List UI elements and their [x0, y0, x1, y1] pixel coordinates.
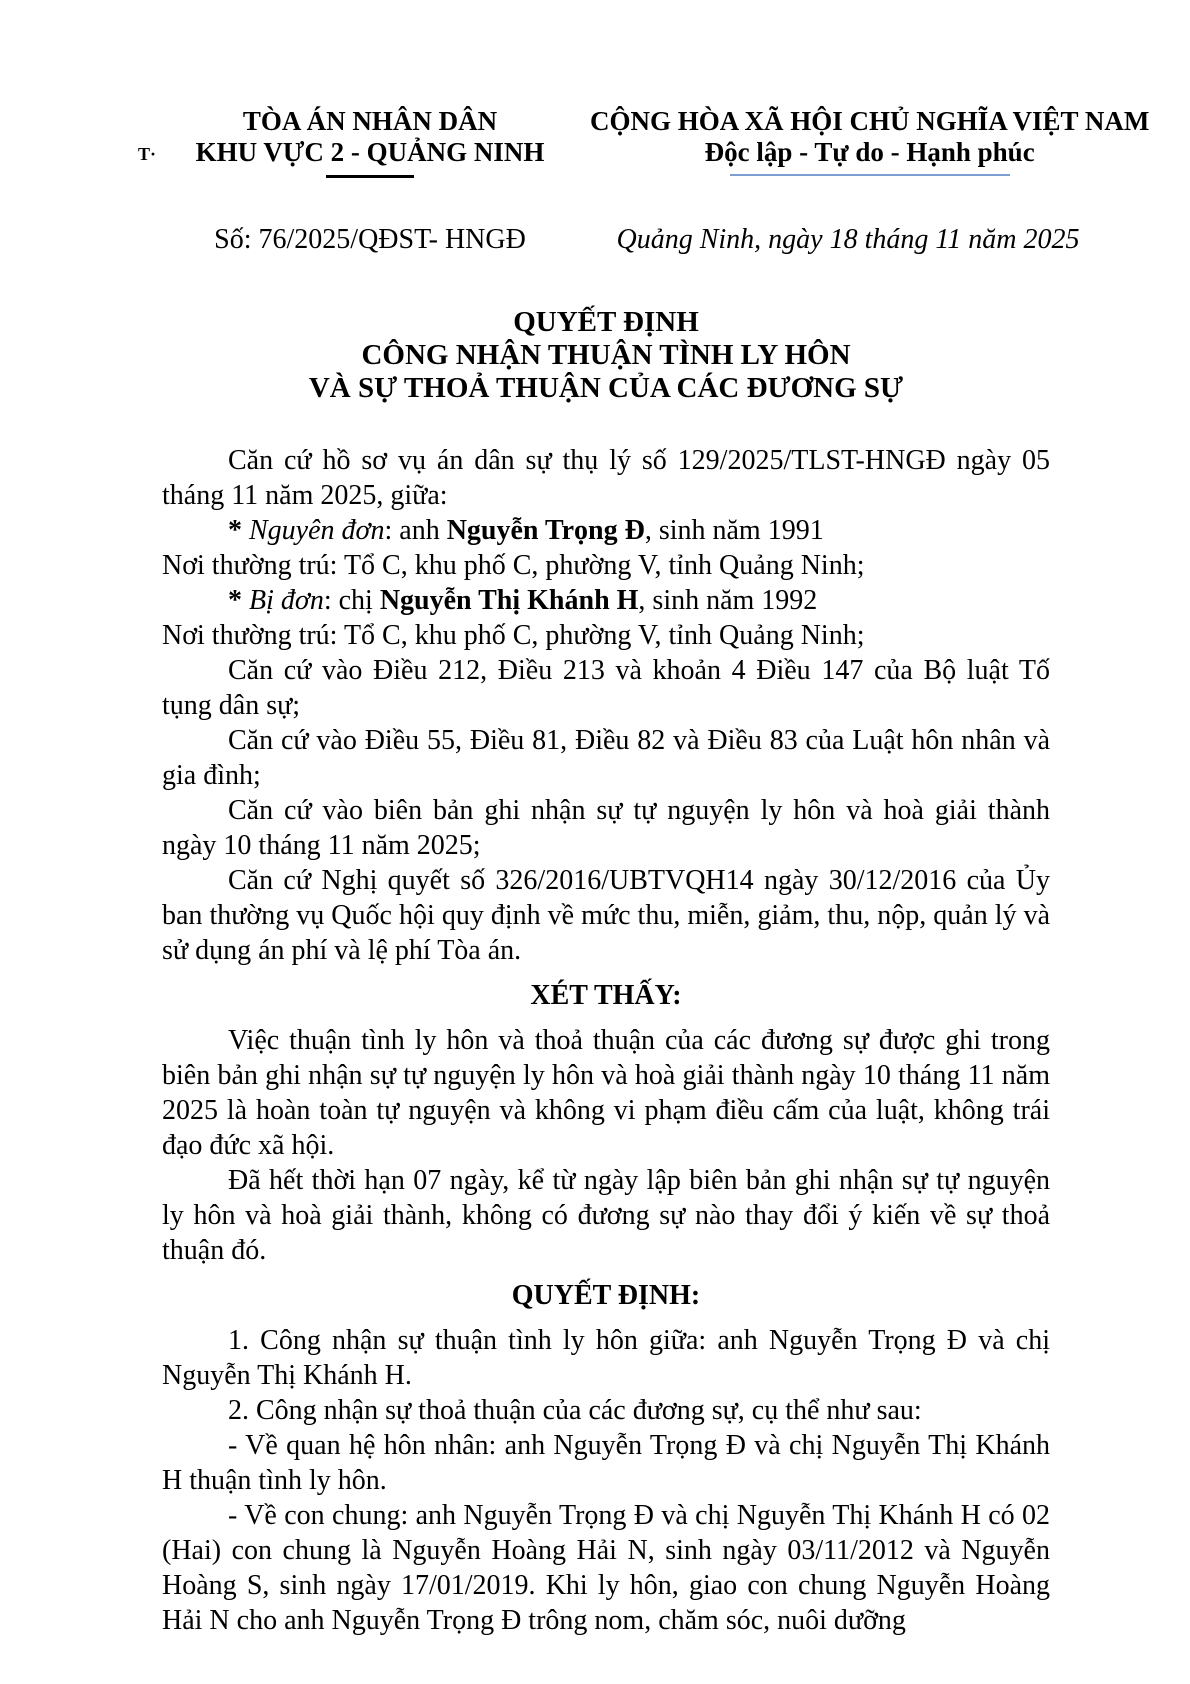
text-segment: - Về quan hệ hôn nhân: anh Nguyễn Trọng Đ và chị Nguyễn Thị Khánh H thuận tình ly hôn.	[162, 1430, 1050, 1496]
text-segment: Căn cứ vào biên bản ghi nhận sự tự nguyện ly hôn và hoà giải thành ngày 10 tháng 11 năm 2025;	[162, 795, 1050, 861]
national-header-block	[590, 106, 1149, 178]
document-number: Số: 76/2025/QĐST- HNGĐ	[214, 224, 526, 255]
text-segment: Nơi thường trú: Tổ C, khu phố C, phường V, tỉnh Quảng Ninh;	[162, 550, 865, 581]
paragraph	[162, 1393, 1050, 1428]
text-segment: Nguyễn Thị Khánh H	[379, 585, 639, 616]
court-name-underline	[326, 175, 414, 178]
court-name-line1: TÒA ÁN NHÂN DÂN	[242, 106, 498, 136]
text-segment: Việc thuận tình ly hôn và thoả thuận của các đương sự được ghi trong biên bản ghi nhận sự tự nguyện ly hôn và hoà giải thành ngày 10 tháng 11 năm 2025 là hoàn toàn tự nguyện và không vi phạm điều cấm của luật, không trái đạo đức xã hội.	[162, 1025, 1050, 1161]
paragraph	[162, 618, 1050, 653]
number-date-row	[0, 224, 1190, 256]
section-heading: QUYẾT ĐỊNH:	[511, 1280, 701, 1311]
paragraph	[162, 1163, 1050, 1268]
text-segment: Nguyên đơn	[249, 515, 385, 546]
text-segment: Căn cứ vào Điều 55, Điều 81, Điều 82 và Điều 83 của Luật hôn nhân và gia đình;	[162, 725, 1050, 791]
text-segment: Đã hết thời hạn 07 ngày, kể từ ngày lập biên bản ghi nhận sự tự nguyện ly hôn và hoà giải thành, không có đương sự nào thay đổi ý kiến về sự thoả thuận đó.	[162, 1165, 1050, 1266]
paragraph	[162, 1498, 1050, 1638]
document-header	[0, 0, 1190, 178]
court-name-line2: KHU VỰC 2 - QUẢNG NINH	[195, 137, 545, 167]
text-segment: , sinh năm 1992	[638, 585, 818, 616]
paragraph	[162, 863, 1050, 968]
title-line-2: CÔNG NHẬN THUẬN TÌNH LY HÔN	[361, 339, 851, 371]
paragraph	[162, 513, 1050, 548]
text-segment: : chị	[323, 585, 380, 616]
title-line-3: VÀ SỰ THOẢ THUẬN CỦA CÁC ĐƯƠNG SỰ	[308, 372, 904, 404]
text-segment: Bị đơn	[249, 585, 324, 616]
national-motto-line2: Độc lập - Tự do - Hạnh phúc	[704, 137, 1035, 167]
section-heading: XÉT THẤY:	[530, 980, 682, 1011]
document-title	[162, 306, 1050, 405]
paragraph	[162, 1323, 1050, 1393]
motto-underline	[730, 174, 1010, 176]
text-segment: Căn cứ hồ sơ vụ án dân sự thụ lý số 129/2025/TLST-HNGĐ ngày 05 tháng 11 năm 2025, giữa:	[162, 445, 1050, 511]
text-segment: *	[228, 585, 249, 616]
text-segment: : anh	[384, 515, 447, 546]
text-segment: *	[228, 515, 249, 546]
document-body	[162, 443, 1050, 1638]
stray-mark: T·	[138, 144, 157, 164]
text-segment: , sinh năm 1991	[644, 515, 824, 546]
paragraph	[162, 443, 1050, 513]
paragraph	[162, 1428, 1050, 1498]
national-motto-line1: CỘNG HÒA XÃ HỘI CHỦ NGHĨA VIỆT NAM	[590, 106, 1150, 136]
text-segment: Nguyễn Trọng Đ	[446, 515, 645, 546]
paragraph	[162, 1023, 1050, 1163]
court-name-block	[150, 106, 590, 178]
paragraph	[162, 583, 1050, 618]
text-segment: Căn cứ vào Điều 212, Điều 213 và khoản 4 Điều 147 của Bộ luật Tố tụng dân sự;	[162, 655, 1050, 721]
paragraph	[162, 548, 1050, 583]
paragraph	[162, 723, 1050, 793]
text-segment: - Về con chung: anh Nguyễn Trọng Đ và chị Nguyễn Thị Khánh H có 02 (Hai) con chung là Nguyễn Hoàng Hải N, sinh ngày 03/11/2012 và Nguyễn Hoàng S, sinh ngày 17/01/2019. Khi ly hôn, giao con chung Nguyễn Hoàng Hải N cho anh Nguyễn Trọng Đ trông nom, chăm sóc, nuôi dưỡng	[162, 1500, 1050, 1636]
text-segment: Căn cứ Nghị quyết số 326/2016/UBTVQH14 ngày 30/12/2016 của Ủy ban thường vụ Quốc hội quy định về mức thu, miễn, giảm, thu, nộp, quản lý và sử dụng án phí và lệ phí Tòa án.	[162, 865, 1050, 966]
title-line-1: QUYẾT ĐỊNH	[513, 306, 699, 338]
paragraph	[162, 653, 1050, 723]
paragraph	[162, 793, 1050, 863]
text-segment: 2. Công nhận sự thoả thuận của các đương sự, cụ thể như sau:	[228, 1395, 922, 1426]
text-segment: 1. Công nhận sự thuận tình ly hôn giữa: anh Nguyễn Trọng Đ và chị Nguyễn Thị Khánh H.	[162, 1325, 1050, 1391]
text-segment: Nơi thường trú: Tổ C, khu phố C, phường V, tỉnh Quảng Ninh;	[162, 620, 865, 651]
place-date-line: Quảng Ninh, ngày 18 tháng 11 năm 2025	[616, 224, 1080, 255]
